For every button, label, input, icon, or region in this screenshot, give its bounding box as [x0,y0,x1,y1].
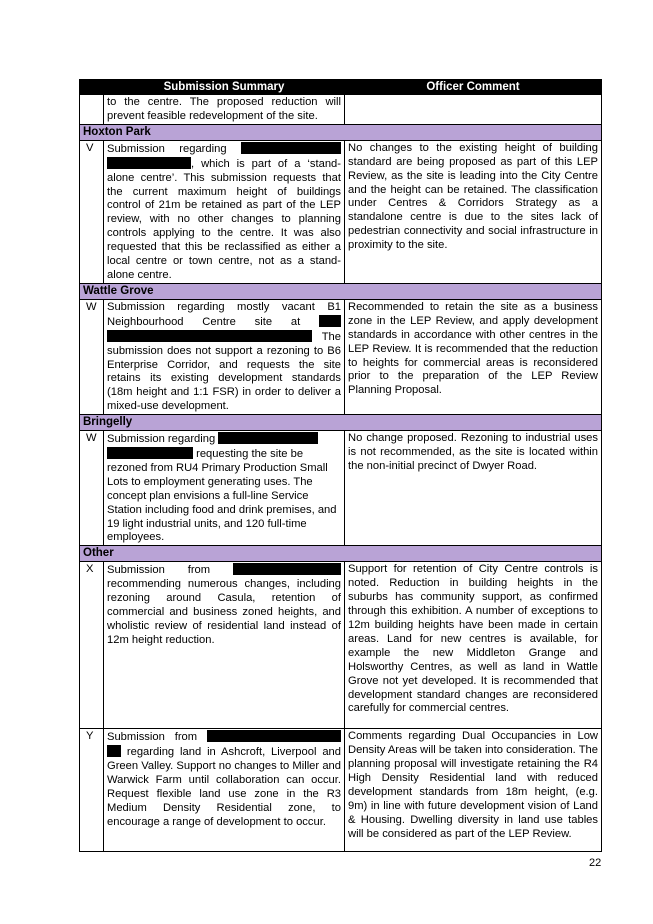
redaction-block [107,745,121,757]
section-title: Bringelly [80,415,602,431]
summary-text: Submission regarding mostly vacant B1 Neighbourhood Centre site at [107,300,341,328]
submissions-table [79,79,602,852]
table-row [80,562,602,729]
row-comment: Support for retention of City Centre controls is noted. Reduction in building heights in the suburbs has community support, as confirmed through this exhibition. A number of exceptions to 12m building heights have been made in certain areas. Land for new centres is available, for example the new Middleton Grange and Holsworthy Centres, as well as land in Wattle Grove not yet developed. It is recommended that development standard changes are reconsidered carefully for commercial centres. [345,562,602,729]
section-header-other [80,546,602,562]
header-blank [80,80,104,95]
row-summary [104,299,345,414]
section-title: Other [80,546,602,562]
table-header-row [80,80,602,95]
table-row [80,140,602,283]
row-letter: W [80,299,104,414]
row-comment: Recommended to retain the site as a business zone in the LEP Review, and apply development standards in accordance with other centres in the LEP Review. It is recommended that the reduction to heights for commercial areas is reconsidered prior to the preparation of the LEP Review Planning Proposal. [345,299,602,414]
section-title: Hoxton Park [80,124,602,140]
row-comment: No changes to the existing height of building standard are being proposed as part of this LEP Review, as the site is leading into the City Centre and the height can be retained. The classification under Centres & Corridors Strategy as a standalone centre is due to the sites lack of pedestrian connectivity and social infrastructure in proximity to the site. [345,140,602,283]
summary-text: regarding land in Ashcroft, Liverpool and Green Valley. Support no changes to Miller and Warwick Farm until collaboration can occur. Request flexible land use zone in the R3 Medium Density Residential zone, to encourage a range of development to occur. [107,746,342,828]
redaction-block [107,330,312,342]
summary-text: Submission regarding [107,142,227,155]
redaction-block [107,157,191,169]
table-row [80,95,602,125]
redaction-block [319,315,341,327]
redaction-block [107,447,193,459]
section-header-wattle-grove [80,283,602,299]
summary-text: Submission from [107,564,211,577]
row-letter: Y [80,729,104,852]
summary-text: Submission regarding [107,433,216,446]
table-row [80,431,602,546]
redaction-block [233,563,341,575]
section-header-hoxton-park [80,124,602,140]
section-header-bringelly [80,415,602,431]
redaction-block [241,142,341,154]
section-title: Wattle Grove [80,283,602,299]
row-letter [80,95,104,125]
header-officer-comment: Officer Comment [345,80,602,95]
row-summary [104,140,345,283]
redaction-block [218,432,318,444]
row-comment: No change proposed. Rezoning to industrial uses is not recommended, as the site is located within the non-initial precinct of Dwyer Road. [345,431,602,546]
row-summary: to the centre. The proposed reduction will prevent feasible redevelopment of the site. [104,95,345,125]
row-letter: X [80,562,104,729]
summary-text: , which is part of a ‘stand-alone centre’. This submission requests that the current maximum height of buildings control of 21m be retained as part of the LEP review, with no other changes to planning controls applying to the centre. It was also requested that this be reclassified as either a local centre or town centre, not as a stand-alone centre. [107,157,341,281]
table-row [80,729,602,852]
summary-text: Submission from [107,731,198,744]
row-summary [104,431,345,546]
table-row [80,299,602,414]
row-letter: W [80,431,104,546]
row-summary [104,562,345,729]
summary-text: requesting the site be rezoned from RU4 Primary Production Small Lots to employment generating uses. The concept plan envisions a full-line Service Station including food and drink premises, and 19 light industrial units, and 120 full-time employees. [107,448,337,544]
row-summary [104,729,345,852]
row-comment: Comments regarding Dual Occupancies in Low Density Areas will be taken into consideration. The planning proposal will investigate retaining the R4 High Density Residential land with reduced development standards from 18m height, (e.g. 9m) in line with future development vision of Land & Housing. Dwelling diversity in land use tables will be considered as part of the LEP Review. [345,729,602,852]
row-comment [345,95,602,125]
summary-text: The submission does not support a rezoning to B6 Enterprise Corridor, and requests the site retains its existing development standards (18m height and 1:1 FSR) in order to deliver a mixed-use development. [107,330,341,413]
page-number: 22 [589,857,602,869]
row-letter: V [80,140,104,283]
redaction-block [207,730,341,742]
summary-text: recommending numerous changes, including rezoning around Casula, retention of commercial and business zoned heights, and wholistic review of residential land instead of 12m height reduction. [107,578,341,646]
header-submission-summary: Submission Summary [104,80,345,95]
